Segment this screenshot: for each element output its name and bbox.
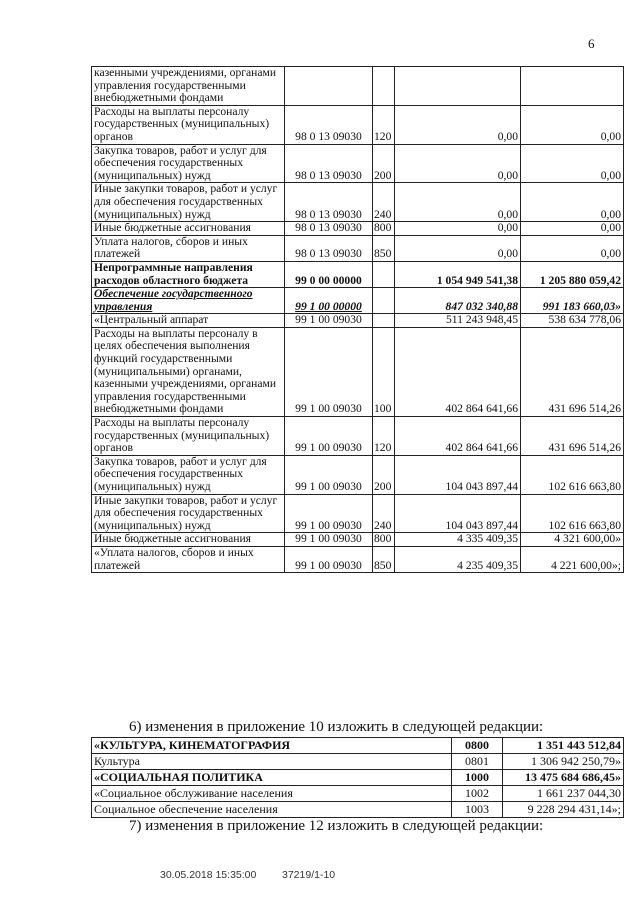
row-vr-cell: 240 [373,494,395,533]
row-name-cell: Расходы на выплаты персоналу государственных (муниципальных) органов [92,417,285,456]
budget-table-row [92,417,624,456]
row-amount-2017-cell: 0,00 [395,183,521,222]
row-vr-cell: 200 [373,144,395,183]
row-amount-2017-cell: 0,00 [395,222,521,236]
row-code-cell: 98 0 13 09030 [285,235,373,261]
budget-table-row [92,105,624,144]
row-vr-cell: 800 [373,222,395,236]
section-table-row [92,786,624,802]
footer-timestamp: 30.05.2018 15:35:00 [160,869,257,881]
row-code-cell: 99 1 00 09030 [285,327,373,416]
row-vr-cell: 850 [373,546,395,572]
budget-expenditure-table [91,66,624,573]
row-amount-2018-cell: 431 696 514,26 [521,327,624,416]
row-amount-2017-cell: 104 043 897,44 [395,455,521,494]
section-code-cell: 1002 [452,786,503,802]
row-vr-cell: 120 [373,417,395,456]
row-amount-2017-cell: 402 864 641,66 [395,327,521,416]
row-amount-2017-cell: 511 243 948,45 [395,314,521,328]
row-name-cell: Иные бюджетные ассигнования [92,222,285,236]
row-name-cell: Закупка товаров, работ и услуг для обеспечения государственных (муниципальных) нужд [92,144,285,183]
budget-table-row [92,533,624,547]
row-code-cell [285,67,373,106]
row-code-cell: 99 1 00 09030 [285,533,373,547]
row-amount-2018-cell [521,67,624,106]
row-amount-2017-cell: 4 335 409,35 [395,533,521,547]
row-name-cell: Иные бюджетные ассигнования [92,533,285,547]
row-amount-2018-cell: 4 321 600,00» [521,533,624,547]
section-amount-cell: 1 306 942 250,79» [503,754,624,770]
row-code-cell: 98 0 13 09030 [285,105,373,144]
row-code-cell: 99 1 00 09030 [285,314,373,328]
row-vr-cell: 200 [373,455,395,494]
amendment-7-heading: 7) изменения в приложение 12 изложить в следующей редакции: [129,818,544,834]
footer-document-id: 37219/1-10 [282,869,336,881]
section-amount-cell: 13 475 684 686,45» [503,770,624,786]
row-amount-2017-cell: 0,00 [395,144,521,183]
section-code-cell: 1003 [452,802,503,818]
row-code-cell: 99 1 00 09030 [285,546,373,572]
row-amount-2018-cell: 4 221 600,00»; [521,546,624,572]
row-name-cell: Закупка товаров, работ и услуг для обеспечения государственных (муниципальных) нужд [92,455,285,494]
row-name-cell: «Уплата налогов, сборов и иных платежей [92,546,285,572]
row-amount-2017-cell: 0,00 [395,235,521,261]
row-vr-cell: 850 [373,235,395,261]
row-amount-2018-cell: 991 183 660,03» [521,288,624,314]
row-vr-cell [373,67,395,106]
row-code-cell: 99 1 00 09030 [285,417,373,456]
section-table-row [92,770,624,786]
row-name-cell: Иные закупки товаров, работ и услуг для обеспечения государственных (муниципальных) нужд [92,183,285,222]
row-name-cell: Уплата налогов, сборов и иных платежей [92,235,285,261]
row-amount-2017-cell: 0,00 [395,105,521,144]
row-amount-2017-cell: 1 054 949 541,38 [395,261,521,287]
row-amount-2018-cell: 0,00 [521,222,624,236]
row-name-cell: казенными учреждениями, органами управления государственными внебюджетными фондами [92,67,285,106]
row-code-cell: 98 0 13 09030 [285,144,373,183]
row-code-cell: 99 1 00 00000 [285,288,373,314]
section-amount-cell: 1 351 443 512,84 [503,738,624,754]
budget-table-row [92,222,624,236]
row-amount-2018-cell: 0,00 [521,144,624,183]
row-vr-cell [373,261,395,287]
budget-table-row [92,314,624,328]
budget-table-row [92,235,624,261]
section-code-cell: 1000 [452,770,503,786]
section-name-cell: Социальное обеспечение населения [92,802,452,818]
budget-table-row [92,67,624,106]
row-amount-2018-cell: 0,00 [521,105,624,144]
section-code-cell: 0800 [452,738,503,754]
row-name-cell: Обеспечение государственного управления [92,288,285,314]
page-number: 6 [588,36,595,51]
row-amount-2018-cell: 1 205 880 059,42 [521,261,624,287]
row-vr-cell: 800 [373,533,395,547]
budget-table-row [92,494,624,533]
row-amount-2018-cell: 0,00 [521,235,624,261]
section-name-cell: Культура [92,754,452,770]
budget-table-row [92,261,624,287]
row-amount-2017-cell: 847 032 340,88 [395,288,521,314]
row-code-cell: 98 0 13 09030 [285,222,373,236]
row-amount-2018-cell: 102 616 663,80 [521,455,624,494]
row-amount-2018-cell: 102 616 663,80 [521,494,624,533]
row-name-cell: Иные закупки товаров, работ и услуг для обеспечения государственных (муниципальных) нужд [92,494,285,533]
section-table-row [92,738,624,754]
row-code-cell: 99 1 00 09030 [285,494,373,533]
section-expenditure-table [91,737,624,818]
row-vr-cell: 240 [373,183,395,222]
section-table-row [92,802,624,818]
row-vr-cell: 100 [373,327,395,416]
budget-table-row [92,288,624,314]
budget-table-row [92,144,624,183]
budget-table-row [92,546,624,572]
row-vr-cell: 120 [373,105,395,144]
row-name-cell: «Центральный аппарат [92,314,285,328]
row-vr-cell [373,288,395,314]
section-name-cell: «Социальное обслуживание населения [92,786,452,802]
row-amount-2017-cell: 104 043 897,44 [395,494,521,533]
section-amount-cell: 1 661 237 044,30 [503,786,624,802]
row-amount-2018-cell: 538 634 778,06 [521,314,624,328]
row-name-cell: Непрограммные направления расходов областного бюджета [92,261,285,287]
row-code-cell: 98 0 13 09030 [285,183,373,222]
section-name-cell: «СОЦИАЛЬНАЯ ПОЛИТИКА [92,770,452,786]
section-table-row [92,754,624,770]
section-code-cell: 0801 [452,754,503,770]
row-amount-2017-cell [395,67,521,106]
budget-table-row [92,183,624,222]
section-amount-cell: 9 228 294 431,14»; [503,802,624,818]
row-vr-cell [373,314,395,328]
amendment-6-heading: 6) изменения в приложение 10 изложить в следующей редакции: [129,719,544,735]
row-name-cell: Расходы на выплаты персоналу в целях обеспечения выполнения функций государственными (муниципальными) органами, казенными учреждениями, органами управления государственными внебюджетными фондами [92,327,285,416]
row-code-cell: 99 0 00 00000 [285,261,373,287]
section-name-cell: «КУЛЬТУРА, КИНЕМАТОГРАФИЯ [92,738,452,754]
row-amount-2017-cell: 402 864 641,66 [395,417,521,456]
budget-table-row [92,327,624,416]
row-code-cell: 99 1 00 09030 [285,455,373,494]
budget-table-row [92,455,624,494]
row-amount-2018-cell: 0,00 [521,183,624,222]
row-amount-2018-cell: 431 696 514,26 [521,417,624,456]
row-name-cell: Расходы на выплаты персоналу государственных (муниципальных) органов [92,105,285,144]
row-amount-2017-cell: 4 235 409,35 [395,546,521,572]
